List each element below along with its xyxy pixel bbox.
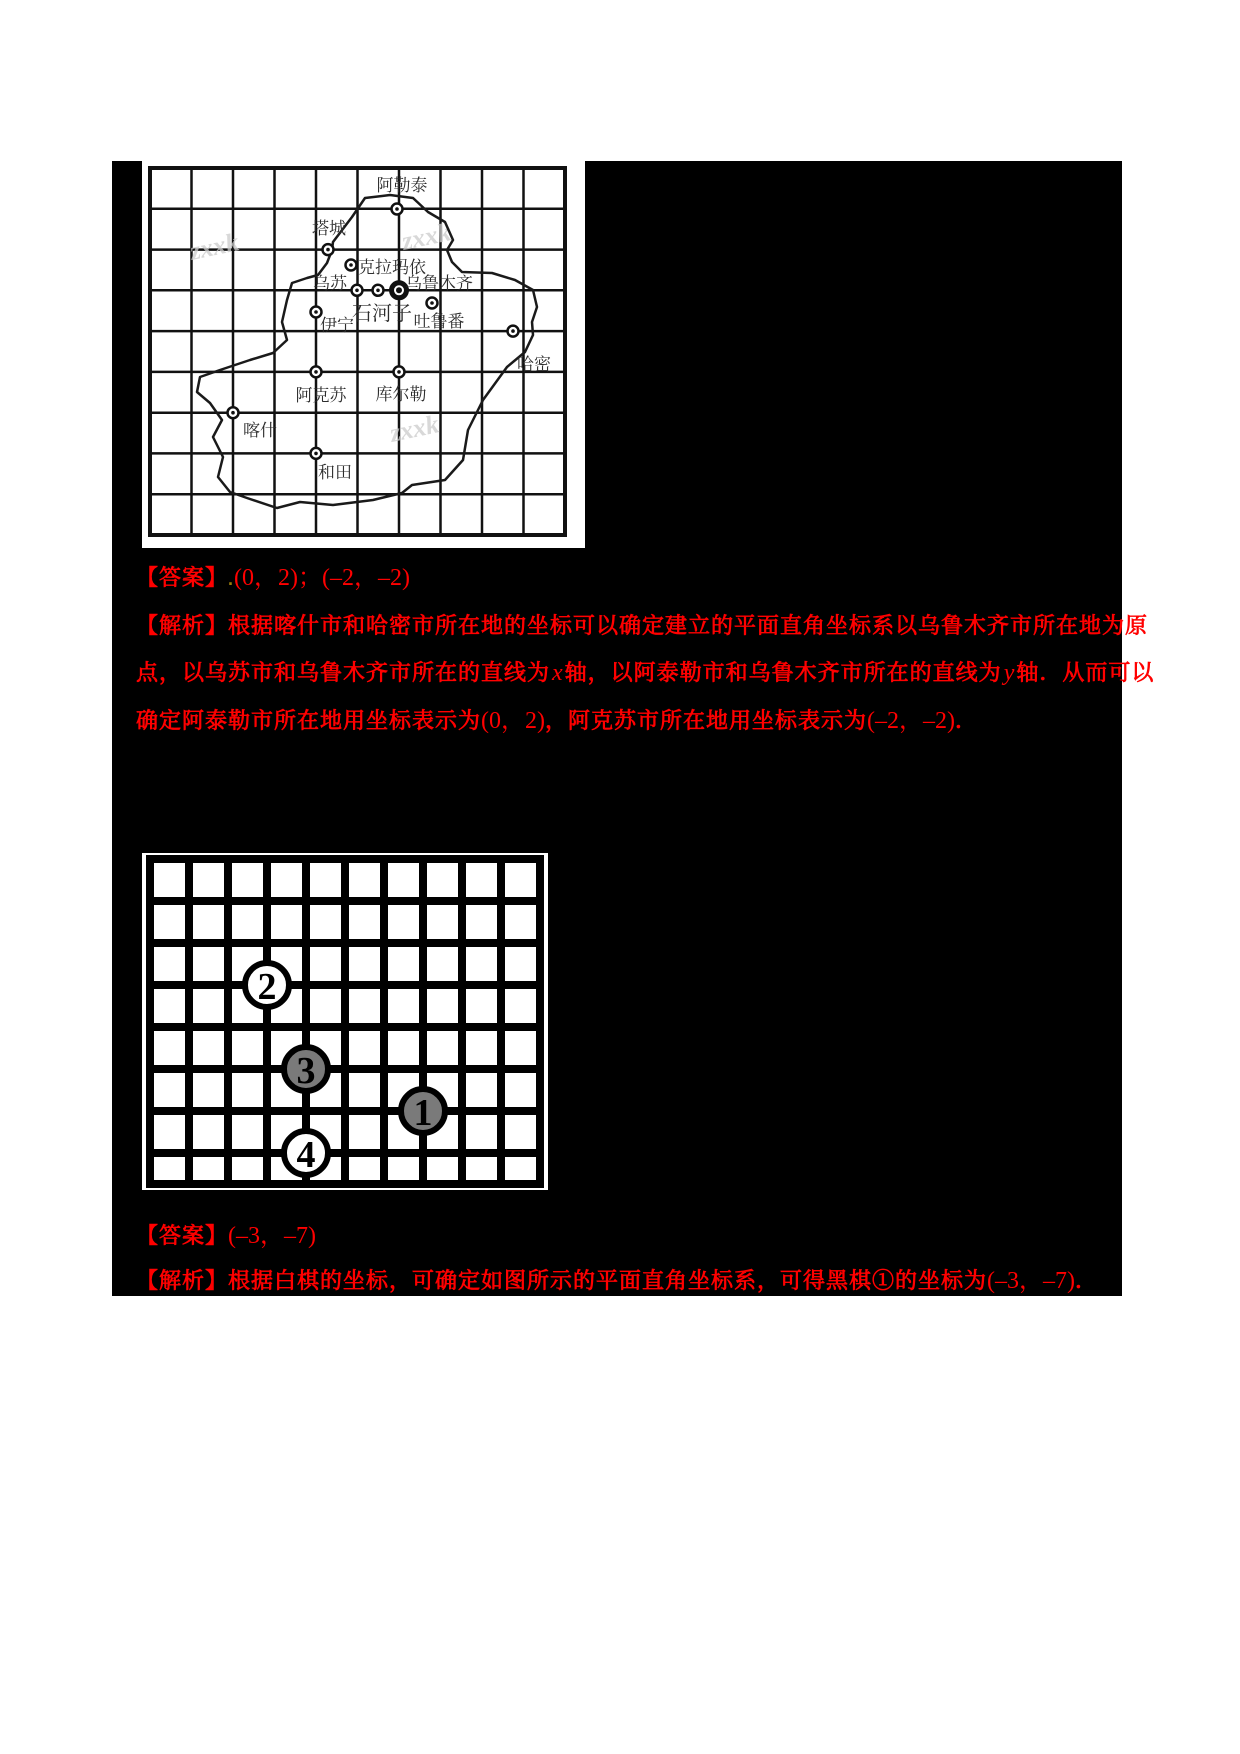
city-label-kashgar: 喀什 xyxy=(243,421,277,440)
city-wusu xyxy=(313,274,363,296)
analysis-1-coord-1: (0，2) xyxy=(481,708,545,734)
map-svg xyxy=(142,160,585,548)
city-label-shihezi: 石河子 xyxy=(352,303,412,325)
map-grid xyxy=(150,168,565,535)
analysis-2-coord: (–3，–7) xyxy=(987,1268,1076,1294)
city-label-wusu: 乌苏 xyxy=(313,274,347,293)
analysis-1-line-2-post: 轴．从而可以 xyxy=(1016,660,1155,685)
city-label-altay: 阿勒泰 xyxy=(376,176,428,195)
analysis-1-line-3-end: ． xyxy=(955,708,979,733)
city-urumqi xyxy=(392,274,474,298)
analysis-1-line-1 xyxy=(136,611,1148,641)
stone-3 xyxy=(284,1047,328,1092)
city-label-tacheng: 塔城 xyxy=(312,219,346,238)
analysis-1-coord-2: (–2，–2) xyxy=(867,708,955,734)
city-label-turpan: 吐鲁番 xyxy=(413,312,465,331)
city-turpan xyxy=(414,298,465,332)
stone-1 xyxy=(401,1089,445,1134)
city-label-yining: 伊宁 xyxy=(320,316,354,335)
stone-1-number: 1 xyxy=(413,1092,433,1134)
answer-2-label: 【答案】 xyxy=(136,1223,229,1248)
stone-3-number: 3 xyxy=(296,1050,316,1092)
stone-4 xyxy=(284,1131,328,1176)
analysis-1-line-2-pre: 点，以乌苏市和乌鲁木齐市所在的直线为 xyxy=(136,660,551,685)
answer-1-line xyxy=(136,563,410,594)
watermark-text: zxxk xyxy=(387,409,442,448)
answer-2-value: (–3，–7) xyxy=(228,1223,316,1249)
analysis-2-line xyxy=(136,1266,1098,1296)
city-label-hotan: 和田 xyxy=(318,463,352,482)
answer-1-value: (0，2)；(–2，–2) xyxy=(234,565,410,591)
circled-one-glyph: ① xyxy=(872,1268,896,1293)
analysis-2-pre: 【解析】根据白棋的坐标，可确定如图所示的平面直角坐标系，可得黑棋 xyxy=(136,1268,873,1293)
go-board-figure xyxy=(142,853,548,1190)
watermark-text: zxxk xyxy=(187,227,242,266)
answer-2-line xyxy=(136,1221,316,1251)
analysis-1-line-3-mid: ，阿克苏市所在地用坐标表示为 xyxy=(545,708,868,733)
analysis-1-line-1-text: 【解析】根据喀什市和哈密市所在地的坐标可以确定建立的平面直角坐标系以乌鲁木齐市所在地为原 xyxy=(136,613,1149,638)
analysis-1-var-x: x xyxy=(552,660,563,686)
board-svg xyxy=(142,853,548,1190)
analysis-1-line-3 xyxy=(136,706,978,736)
map-figure xyxy=(142,160,585,548)
watermark-text: zxxk xyxy=(399,217,454,256)
city-hami xyxy=(508,326,552,374)
analysis-2-end: ． xyxy=(1075,1268,1099,1293)
board-grid xyxy=(146,855,544,1188)
city-label-hami: 哈密 xyxy=(517,355,551,374)
analysis-1-line-3-pre: 确定阿泰勒市所在地用坐标表示为 xyxy=(136,708,482,733)
answer-1-label: 【答案】 xyxy=(136,565,229,590)
answer-1-dot: . xyxy=(228,569,235,589)
city-label-karamay: 克拉玛依 xyxy=(358,258,426,277)
city-label-aksu: 阿克苏 xyxy=(295,386,347,405)
analysis-2-mid: 的坐标为 xyxy=(895,1268,988,1293)
analysis-1-var-y: y xyxy=(1003,660,1015,686)
analysis-1-line-2-mid: 轴，以阿泰勒市和乌鲁木齐市所在的直线为 xyxy=(564,660,1002,685)
stone-2-number: 2 xyxy=(257,966,277,1008)
stone-4-number: 4 xyxy=(296,1134,316,1176)
stone-2 xyxy=(245,963,289,1008)
city-label-urumqi: 乌鲁木齐 xyxy=(405,274,473,293)
analysis-1-line-2 xyxy=(136,658,1154,688)
province-outline xyxy=(197,195,537,508)
city-label-korla: 库尔勒 xyxy=(375,385,427,404)
